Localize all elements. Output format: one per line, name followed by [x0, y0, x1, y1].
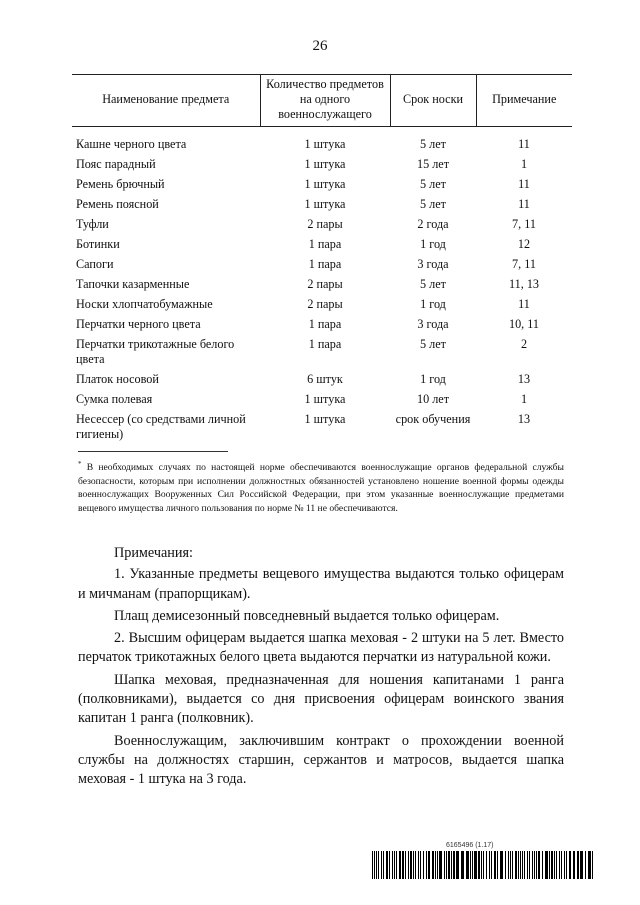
- footnote-mark: *: [78, 460, 82, 468]
- cell-quantity: 1 штука: [304, 412, 346, 426]
- table-row: [72, 235, 572, 255]
- table-row: [72, 127, 572, 156]
- cell-wear-period: 1 год: [420, 372, 446, 386]
- table-row: [72, 275, 572, 295]
- cell-quantity: 1 штука: [304, 197, 346, 211]
- page-number: 26: [312, 38, 328, 54]
- table-row: [72, 410, 572, 445]
- table-row: [72, 370, 572, 390]
- cell-wear-period: 15 лет: [416, 157, 450, 171]
- header-item-name: Наименование предмета: [72, 75, 260, 127]
- cell-quantity: 1 штука: [304, 137, 346, 151]
- table-body: [72, 127, 572, 446]
- cell-note: 1: [520, 392, 528, 406]
- cell-item-name: Перчатки черного цвета: [76, 317, 201, 331]
- table-header-row: [72, 75, 572, 127]
- notes-heading: Примечания:: [114, 545, 193, 561]
- cell-item-name: Туфли: [76, 217, 109, 231]
- footnote-text: В необходимых случаях по настоящей норме обеспечиваются военнослужащие органов федеральной службы безопасности, которым при исполнении должностных обязанностей установлено ношение военной формы одежды военнослужащих Вооруженных Сил Российской Федерации, при этом указанные военнослужащие предметами вещевого имущества личного пользования по норме № 11 не обеспечиваются.: [78, 462, 564, 514]
- cell-note: 13: [517, 412, 531, 426]
- cell-quantity: 1 штука: [304, 177, 346, 191]
- cell-note: 10, 11: [508, 317, 540, 331]
- cell-note: 11: [518, 297, 530, 311]
- note-paragraph: 2. Высшим офицерам выдается шапка меховая - 2 штуки на 5 лет. Вместо перчаток трикотажных белого цвета выдаются перчатки из натуральной кожи.: [78, 630, 564, 666]
- table-row: [72, 335, 572, 370]
- table-row: [72, 215, 572, 235]
- cell-quantity: 1 пара: [308, 257, 342, 271]
- header-wear-period: Срок носки: [390, 75, 476, 127]
- cell-item-name: Сумка полевая: [76, 392, 153, 406]
- cell-item-name: Ремень поясной: [76, 197, 159, 211]
- table-row: [72, 390, 572, 410]
- cell-note: 7, 11: [512, 257, 536, 271]
- cell-quantity: 1 пара: [308, 237, 342, 251]
- cell-note: 12: [517, 237, 531, 251]
- cell-wear-period: 1 год: [420, 297, 446, 311]
- cell-item-name: Пояс парадный: [76, 157, 156, 171]
- cell-quantity: 1 пара: [308, 317, 342, 331]
- cell-quantity: 2 пары: [307, 297, 343, 311]
- note-paragraph: 1. Указанные предметы вещевого имущества выдаются только офицерам и мичманам (прапорщикам).: [78, 566, 564, 602]
- note-paragraph: Шапка меховая, предназначенная для ношения капитанами 1 ранга (полковниками), выдается со дня присвоения офицерам воинского звания капитан 1 ранга (полковник).: [78, 671, 564, 727]
- cell-item-name: Тапочки казарменные: [76, 277, 190, 291]
- header-quantity: Количество предметов на одного военнослужащего: [260, 75, 390, 127]
- cell-item-name: Несессер (со средствами личной гигиены): [76, 412, 246, 441]
- cell-wear-period: 3 года: [417, 317, 449, 331]
- clothing-norm-table: [72, 74, 572, 445]
- cell-note: 11: [518, 197, 530, 211]
- cell-wear-period: 2 года: [417, 217, 449, 231]
- cell-item-name: Носки хлопчатобумажные: [76, 297, 213, 311]
- cell-note: 1: [520, 157, 528, 171]
- cell-quantity: 1 штука: [304, 392, 346, 406]
- cell-item-name: Перчатки трикотажные белого цвета: [76, 337, 235, 366]
- cell-quantity: 2 пары: [307, 217, 343, 231]
- barcode-image: [372, 851, 594, 879]
- note-paragraph: Плащ демисезонный повседневный выдается только офицерам.: [114, 607, 500, 624]
- cell-wear-period: 5 лет: [420, 337, 446, 351]
- cell-note: 11: [518, 177, 530, 191]
- notes-section: [78, 544, 564, 790]
- header-note: Примечание: [476, 75, 572, 127]
- cell-wear-period: 5 лет: [420, 277, 446, 291]
- footnote-divider: [78, 451, 228, 452]
- cell-item-name: Ботинки: [76, 237, 120, 251]
- footnote: [78, 458, 564, 515]
- cell-item-name: Кашне черного цвета: [76, 137, 187, 151]
- cell-item-name: Платок носовой: [76, 372, 159, 386]
- cell-wear-period: 1 год: [420, 237, 446, 251]
- document-code: 6165496 (1.17): [446, 842, 494, 849]
- cell-wear-period: 10 лет: [416, 392, 450, 406]
- cell-quantity: 1 штука: [304, 157, 346, 171]
- cell-wear-period: 5 лет: [420, 197, 446, 211]
- table-row: [72, 255, 572, 275]
- cell-wear-period: 5 лет: [420, 177, 446, 191]
- table-row: [72, 155, 572, 175]
- cell-item-name: Ремень брючный: [76, 177, 165, 191]
- table-row: [72, 175, 572, 195]
- cell-note: 13: [517, 372, 531, 386]
- cell-wear-period: срок обучения: [395, 412, 471, 426]
- table-row: [72, 195, 572, 215]
- cell-note: 11, 13: [508, 277, 540, 291]
- cell-quantity: 1 пара: [308, 337, 342, 351]
- cell-wear-period: 3 года: [417, 257, 449, 271]
- table-row: [72, 315, 572, 335]
- cell-note: 7, 11: [512, 217, 536, 231]
- cell-note: 11: [518, 137, 530, 151]
- table-row: [72, 295, 572, 315]
- cell-quantity: 6 штук: [307, 372, 343, 386]
- cell-note: 2: [520, 337, 528, 351]
- note-paragraph: Военнослужащим, заключившим контракт о прохождении военной службы на должностях старшин, сержантов и матросов, выдается шапка меховая - 1 штука на 3 года.: [78, 732, 564, 788]
- cell-item-name: Сапоги: [76, 257, 114, 271]
- cell-wear-period: 5 лет: [420, 137, 446, 151]
- cell-quantity: 2 пары: [307, 277, 343, 291]
